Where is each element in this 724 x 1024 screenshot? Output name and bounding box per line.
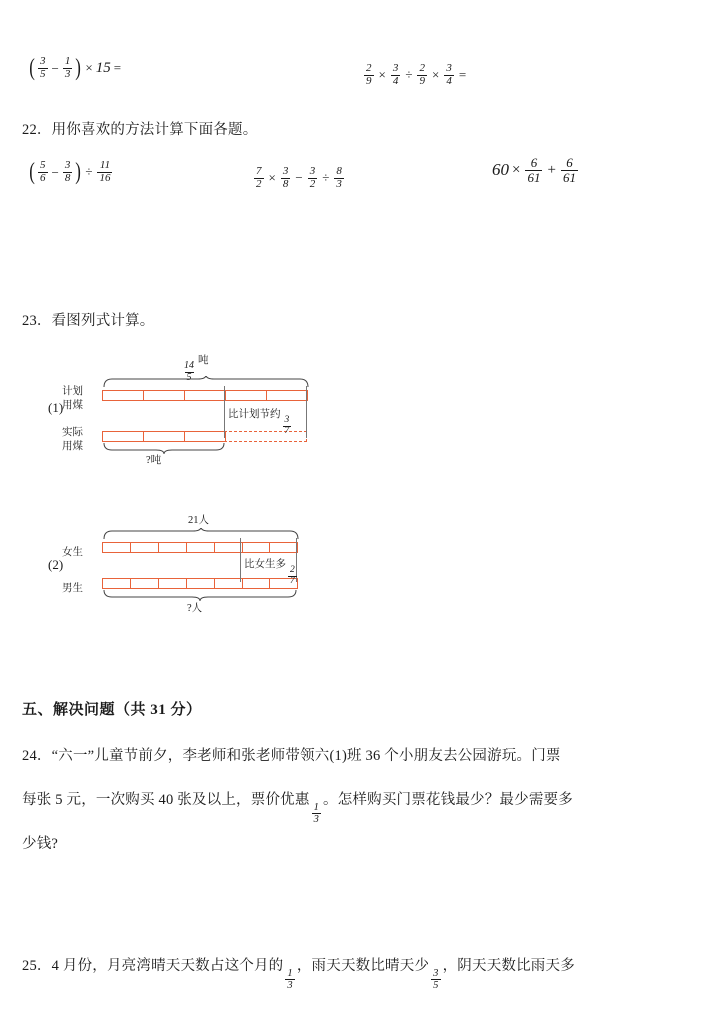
fraction-denominator: 8 bbox=[64, 171, 71, 184]
equals-sign: = bbox=[458, 67, 467, 83]
fraction-numerator: 1 bbox=[313, 801, 320, 813]
fraction-denominator: 6 bbox=[40, 171, 46, 184]
fraction-denominator: 61 bbox=[527, 169, 541, 185]
fraction-numerator: 3 bbox=[446, 62, 452, 74]
diagram1-bar-actual bbox=[102, 431, 226, 442]
expression-21-right bbox=[362, 58, 468, 87]
fraction-denominator: 3 bbox=[336, 177, 342, 190]
question-text: 每张 5 元，一次购买 40 张及以上，票价优惠 bbox=[22, 792, 310, 808]
fraction-numerator: 2 bbox=[290, 564, 295, 575]
fraction-denominator: 7 bbox=[290, 575, 295, 586]
diagram1-top-brace bbox=[102, 376, 312, 388]
question-text: 看图列式计算。 bbox=[51, 313, 155, 329]
diagram1-row2-label-line2: 用煤 bbox=[62, 441, 83, 452]
fraction-numerator: 3 bbox=[284, 414, 290, 425]
diagram1-divider bbox=[224, 386, 225, 438]
fraction-numerator: 3 bbox=[64, 159, 71, 171]
diagram2-divider bbox=[240, 538, 241, 582]
diagram-index: (1) bbox=[48, 400, 64, 415]
question-number: 22． bbox=[22, 122, 52, 138]
diagram1-bottom-brace bbox=[102, 442, 228, 454]
fraction-numerator: 14 bbox=[184, 360, 194, 371]
question-text: 。怎样购买门票花钱最少？最少需要多 bbox=[323, 792, 573, 808]
minus-operator: − bbox=[51, 60, 59, 76]
diagram1-note: 比计划节约 $\frac{3}{7}$ bbox=[228, 409, 290, 436]
fraction-numerator: 7 bbox=[256, 165, 262, 177]
fraction-denominator: 2 bbox=[309, 177, 316, 190]
fraction-denominator: 8 bbox=[282, 177, 289, 190]
question-24-line1 bbox=[22, 742, 702, 772]
question-number: 25． bbox=[22, 958, 52, 974]
fraction-denominator: 16 bbox=[99, 171, 111, 184]
fraction-denominator: 7 bbox=[284, 425, 290, 436]
fraction-denominator: 5 bbox=[433, 979, 439, 991]
diagram-coal-usage bbox=[40, 352, 340, 466]
fraction-numerator: 3 bbox=[392, 62, 399, 74]
divide-operator: ÷ bbox=[405, 67, 413, 83]
diagram2-top-brace bbox=[102, 528, 302, 540]
minus-operator: − bbox=[295, 170, 303, 186]
fraction-numerator: 3 bbox=[282, 165, 289, 177]
diagram2-bottom-label: ?人 bbox=[187, 603, 203, 614]
fraction-denominator: 9 bbox=[419, 74, 425, 87]
question-24-line3: 少钱? bbox=[22, 836, 59, 852]
question-25-line1 bbox=[22, 952, 722, 991]
diagram1-row2-label-line1: 实际 bbox=[62, 427, 83, 438]
fraction-denominator: 3 bbox=[287, 979, 293, 991]
question-text: ，雨天天数比晴天少 bbox=[296, 958, 430, 974]
question-text: ，阴天天数比雨天多 bbox=[442, 958, 575, 974]
fraction-denominator: 4 bbox=[446, 74, 452, 87]
diagram2-top-label: 21人 bbox=[188, 515, 209, 526]
fraction-numerator: 3 bbox=[309, 165, 316, 177]
fraction-numerator: 3 bbox=[433, 967, 439, 979]
times-operator: × bbox=[431, 67, 440, 83]
diagram-students bbox=[40, 512, 340, 622]
times-operator: × bbox=[378, 67, 386, 83]
fraction-denominator: 3 bbox=[64, 67, 71, 80]
fraction-numerator: 8 bbox=[336, 165, 342, 177]
paren-group: ( $\frac{3}{5}$ − $\frac{1}{3}$ ) bbox=[29, 55, 82, 82]
fraction-numerator: 6 bbox=[530, 155, 538, 170]
operand-value: 15 bbox=[95, 59, 111, 76]
operand-value: 60 bbox=[492, 160, 509, 180]
fraction-denominator: 2 bbox=[256, 177, 262, 190]
times-operator: × bbox=[268, 170, 276, 186]
times-operator: × bbox=[85, 60, 93, 76]
divide-operator: ÷ bbox=[85, 164, 93, 180]
question-text: 用你喜欢的方法计算下面各题。 bbox=[51, 122, 258, 138]
diagram1-row1-label-line1: 计划 bbox=[62, 386, 83, 397]
fraction-denominator: 5 bbox=[40, 67, 46, 80]
diagram2-row2-label: 男生 bbox=[62, 583, 83, 594]
unit-label: 吨 bbox=[198, 355, 209, 366]
diagram1-row1-label-line2: 用煤 bbox=[62, 400, 83, 411]
diagram1-bottom-label: ?吨 bbox=[146, 455, 162, 466]
question-number: 23． bbox=[22, 313, 52, 329]
diagram2-note: 比女生多 $\frac{2}{7}$ bbox=[244, 559, 295, 586]
fraction-denominator: 4 bbox=[392, 74, 399, 87]
expression-22-2 bbox=[252, 161, 346, 190]
fraction-denominator: 9 bbox=[366, 74, 372, 87]
times-operator: × bbox=[512, 161, 521, 178]
diagram-index: (2) bbox=[48, 557, 64, 572]
fraction-numerator: 6 bbox=[566, 155, 573, 170]
fraction-numerator: 1 bbox=[287, 967, 293, 979]
fraction-numerator: 11 bbox=[99, 159, 111, 171]
expression-22-3 bbox=[492, 156, 580, 184]
question-number: 24． bbox=[22, 748, 52, 764]
minus-operator: − bbox=[51, 164, 59, 180]
divide-operator: ÷ bbox=[322, 170, 330, 186]
section-heading-5: 五、解决问题（共 31 分） bbox=[22, 702, 202, 718]
diagram1-divider-right bbox=[306, 386, 307, 438]
fraction-numerator: 5 bbox=[40, 159, 46, 171]
diagram2-bar-girls bbox=[102, 542, 298, 553]
question-23-heading bbox=[22, 307, 155, 337]
question-24-line2 bbox=[22, 786, 712, 825]
fraction-numerator: 2 bbox=[366, 62, 372, 74]
equals-sign: = bbox=[113, 60, 122, 76]
fraction-denominator: 61 bbox=[562, 169, 576, 185]
plus-operator: + bbox=[547, 161, 556, 178]
fraction-denominator: 5 bbox=[186, 371, 192, 383]
diagram1-bar-planned bbox=[102, 390, 308, 401]
fraction-numerator: 3 bbox=[40, 55, 46, 67]
expression-21-left bbox=[28, 56, 123, 80]
diagram2-row1-label: 女生 bbox=[62, 547, 83, 558]
fraction-numerator: 2 bbox=[419, 62, 425, 74]
question-text: 4 月份，月亮湾晴天天数占这个月的 bbox=[51, 958, 284, 974]
fraction-denominator: 3 bbox=[313, 813, 320, 825]
expression-22-1: ( $\frac{5}{6}$ − $\frac{3}{8}$ ) ÷ $\frac{11}{16}$ bbox=[29, 159, 111, 186]
question-text: “六一”儿童节前夕，李老师和张老师带领六(1)班 36 个小朋友去公园游玩。门票 bbox=[51, 748, 561, 764]
question-22-heading bbox=[22, 116, 257, 146]
fraction-numerator: 1 bbox=[64, 55, 71, 67]
